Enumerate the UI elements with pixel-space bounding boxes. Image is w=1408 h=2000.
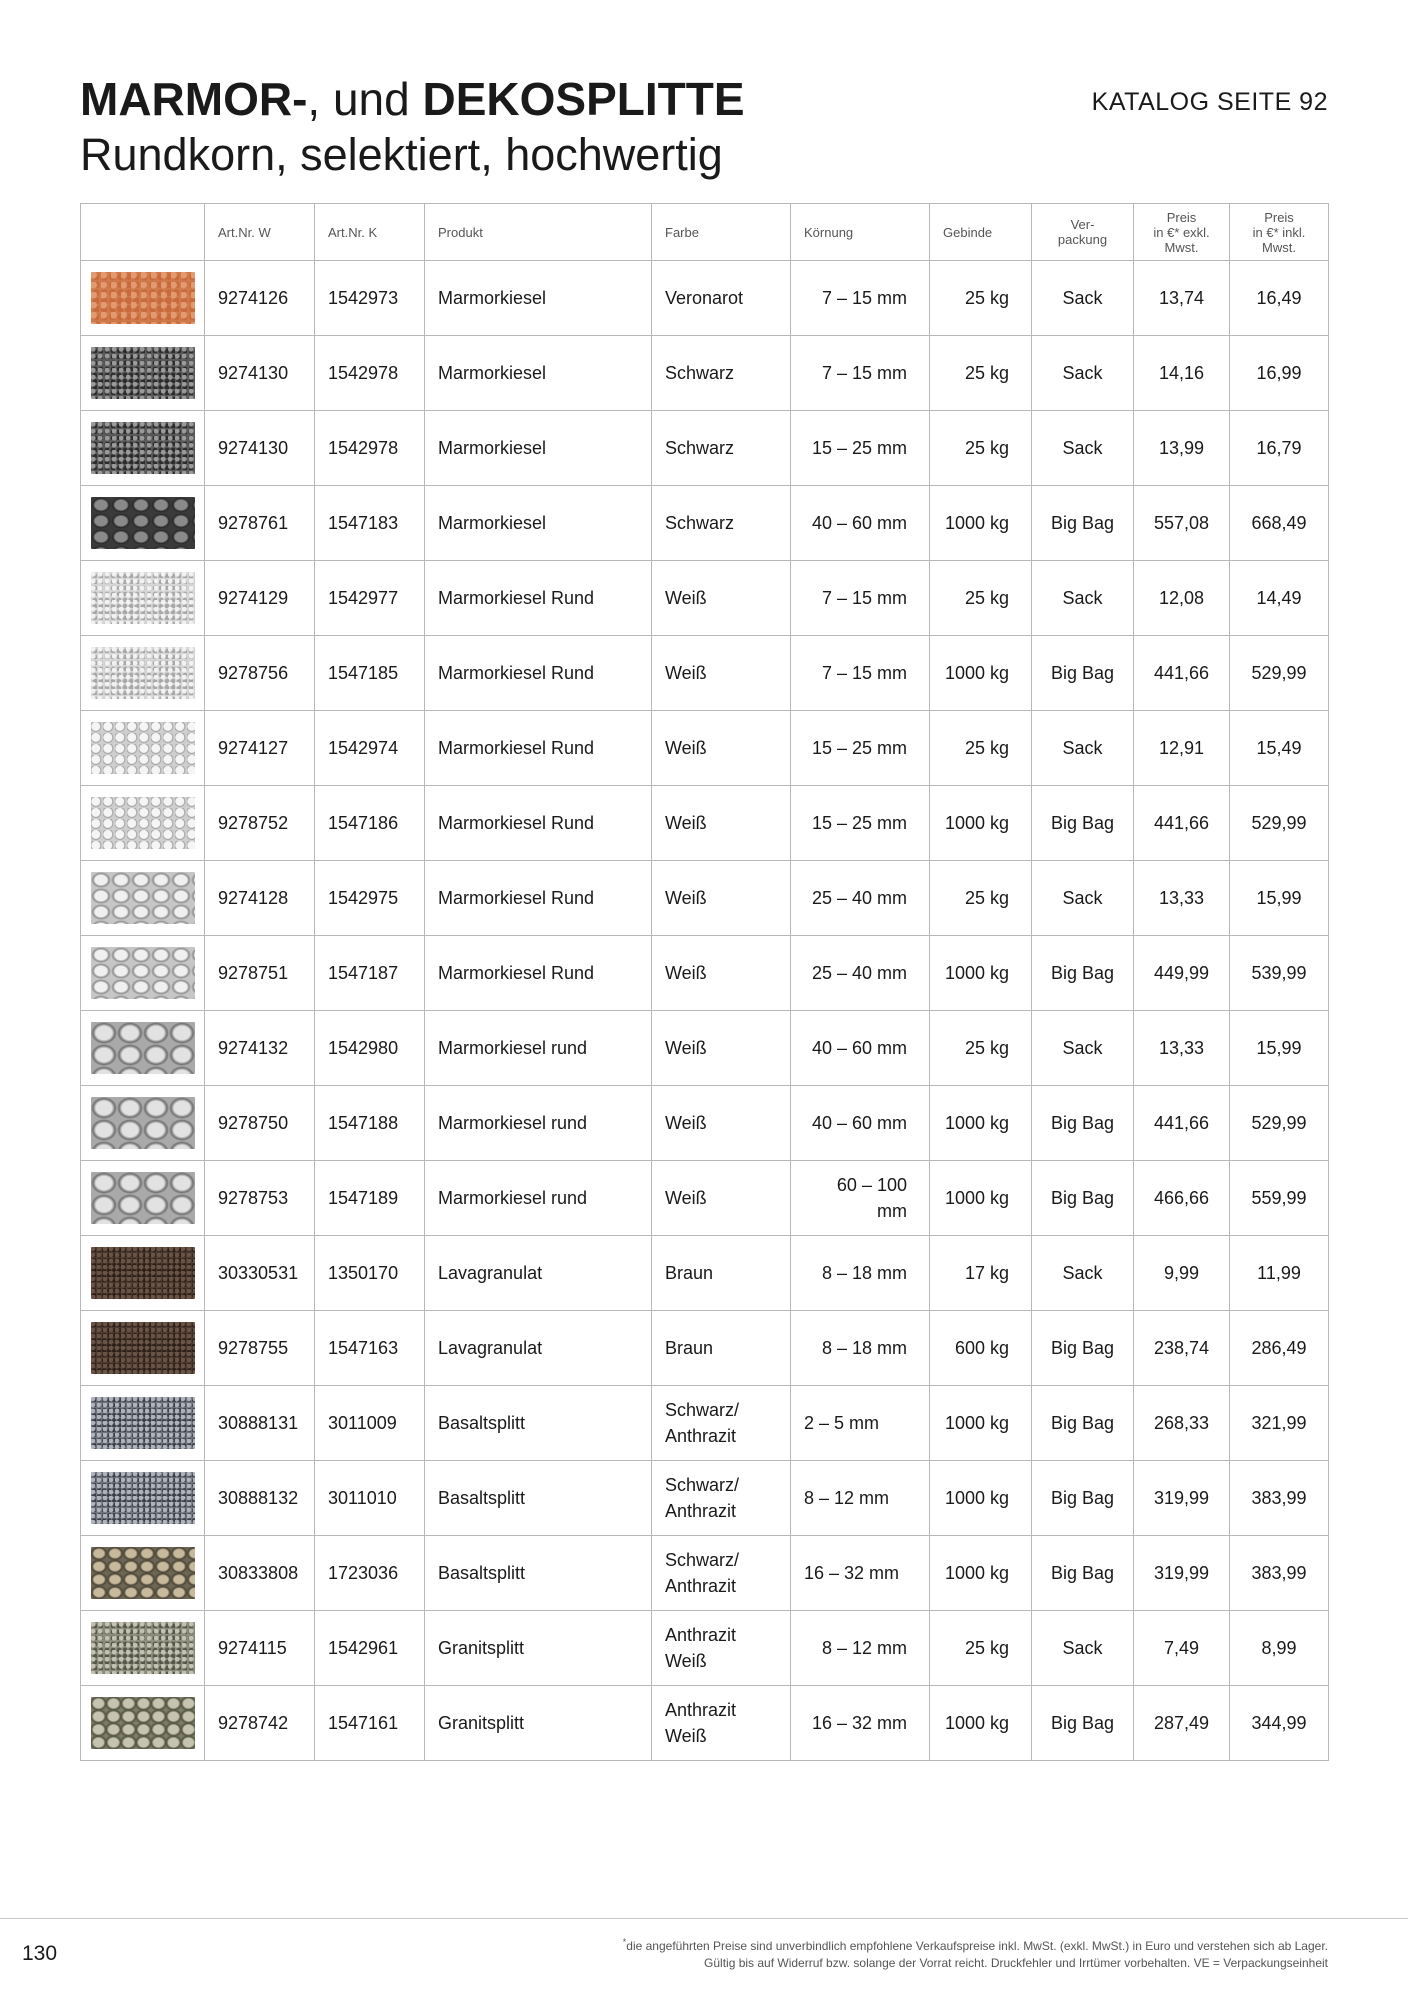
cell-art-w: 30330531 [205,1236,315,1311]
cell-preis-inkl: 321,99 [1230,1386,1329,1461]
cell-gebinde: 1000 kg [930,1536,1032,1611]
cell-art-w: 30888131 [205,1386,315,1461]
cell-preis-exkl: 9,99 [1134,1236,1230,1311]
cell-preis-inkl: 529,99 [1230,636,1329,711]
cell-art-w: 9274130 [205,411,315,486]
table-row [81,336,1329,411]
product-swatch-image [91,1547,195,1599]
col-header-farbe: Farbe [652,204,791,261]
cell-verpackung: Sack [1032,1011,1134,1086]
table-row [81,411,1329,486]
col-header-preis-inkl: Preis in €* inkl. Mwst. [1230,204,1329,261]
cell-art-k: 1547188 [315,1086,425,1161]
cell-gebinde: 1000 kg [930,1161,1032,1236]
product-image-cell [81,561,205,636]
cell-preis-inkl: 559,99 [1230,1161,1329,1236]
cell-preis-inkl: 11,99 [1230,1236,1329,1311]
page-title [80,72,745,126]
cell-verpackung: Sack [1032,336,1134,411]
cell-preis-inkl: 529,99 [1230,1086,1329,1161]
cell-preis-exkl: 449,99 [1134,936,1230,1011]
product-swatch-image [91,797,195,849]
cell-farbe: Weiß [652,636,791,711]
product-swatch-image [91,1472,195,1524]
cell-preis-exkl: 238,74 [1134,1311,1230,1386]
cell-art-k: 1723036 [315,1536,425,1611]
table-row [81,786,1329,861]
cell-gebinde: 1000 kg [930,786,1032,861]
cell-art-k: 3011009 [315,1386,425,1461]
cell-koernung: 8 – 18 mm [791,1311,930,1386]
cell-farbe: Weiß [652,936,791,1011]
cell-preis-exkl: 13,33 [1134,861,1230,936]
cell-verpackung: Big Bag [1032,1686,1134,1761]
table-row [81,1236,1329,1311]
cell-gebinde: 1000 kg [930,1086,1032,1161]
cell-art-k: 1542974 [315,711,425,786]
product-image-cell [81,1011,205,1086]
col-header-preis-exkl: Preis in €* exkl. Mwst. [1134,204,1230,261]
cell-koernung: 40 – 60 mm [791,1011,930,1086]
cell-preis-inkl: 383,99 [1230,1536,1329,1611]
cell-verpackung: Big Bag [1032,936,1134,1011]
cell-farbe: Schwarz [652,411,791,486]
price-footnote: *die angeführten Preise sind unverbindlich empfohlene Verkaufspreise inkl. MwSt. (exkl. MwSt.) in Euro und verstehen sich ab Lager. Gültig bis auf Widerruf bzw. solange der Vorrat reicht. Druckfehler und Irrtümer vorbehalten. VE = Verpackungseinheit [622,1937,1328,1970]
cell-art-k: 1547186 [315,786,425,861]
table-row [81,711,1329,786]
cell-farbe: Schwarz/ Anthrazit [652,1386,791,1461]
cell-preis-exkl: 319,99 [1134,1461,1230,1536]
cell-koernung: 40 – 60 mm [791,486,930,561]
cell-art-k: 1350170 [315,1236,425,1311]
table-row [81,561,1329,636]
cell-preis-exkl: 466,66 [1134,1161,1230,1236]
page-subtitle: Rundkorn, selektiert, hochwertig [80,129,723,180]
cell-gebinde: 25 kg [930,336,1032,411]
cell-preis-exkl: 14,16 [1134,336,1230,411]
col-header-art-w: Art.Nr. W [205,204,315,261]
cell-koernung: 15 – 25 mm [791,786,930,861]
cell-gebinde: 25 kg [930,1611,1032,1686]
cell-verpackung: Big Bag [1032,1086,1134,1161]
product-image-cell [81,1686,205,1761]
cell-preis-inkl: 286,49 [1230,1311,1329,1386]
product-image-cell [81,786,205,861]
cell-art-w: 30833808 [205,1536,315,1611]
cell-farbe: Braun [652,1311,791,1386]
cell-gebinde: 1000 kg [930,486,1032,561]
cell-farbe: Veronarot [652,261,791,336]
cell-gebinde: 25 kg [930,1011,1032,1086]
cell-art-w: 9274129 [205,561,315,636]
cell-preis-inkl: 539,99 [1230,936,1329,1011]
product-swatch-image [91,1397,195,1449]
cell-gebinde: 1000 kg [930,636,1032,711]
page-header [80,72,745,184]
cell-gebinde: 1000 kg [930,1686,1032,1761]
cell-verpackung: Sack [1032,411,1134,486]
product-swatch-image [91,947,195,999]
cell-art-k: 1547187 [315,936,425,1011]
table-row [81,1536,1329,1611]
cell-art-w: 9278750 [205,1086,315,1161]
cell-farbe: Weiß [652,786,791,861]
cell-produkt: Granitsplitt [425,1686,652,1761]
cell-preis-inkl: 15,99 [1230,1011,1329,1086]
cell-gebinde: 600 kg [930,1311,1032,1386]
cell-produkt: Basaltsplitt [425,1386,652,1461]
table-row [81,486,1329,561]
cell-art-w: 9278756 [205,636,315,711]
product-image-cell [81,1386,205,1461]
footer-divider [0,1918,1408,1919]
cell-verpackung: Big Bag [1032,1386,1134,1461]
catalog-page-reference: KATALOG SEITE 92 [1091,88,1328,116]
product-image-cell [81,1236,205,1311]
cell-art-w: 9278751 [205,936,315,1011]
cell-farbe: Weiß [652,861,791,936]
cell-farbe: Schwarz [652,336,791,411]
cell-farbe: Weiß [652,561,791,636]
col-header-verpackung: Ver- packung [1032,204,1134,261]
product-image-cell [81,1461,205,1536]
cell-art-w: 30888132 [205,1461,315,1536]
title-connector: , und [307,73,423,125]
table-row [81,1161,1329,1236]
cell-produkt: Lavagranulat [425,1311,652,1386]
cell-verpackung: Big Bag [1032,1536,1134,1611]
cell-koernung: 40 – 60 mm [791,1086,930,1161]
product-image-cell [81,336,205,411]
cell-art-w: 9274127 [205,711,315,786]
product-swatch-image [91,1697,195,1749]
product-swatch-image [91,1247,195,1299]
table-body [81,261,1329,1761]
cell-produkt: Granitsplitt [425,1611,652,1686]
cell-koernung: 8 – 18 mm [791,1236,930,1311]
cell-art-w: 9278761 [205,486,315,561]
cell-preis-inkl: 16,99 [1230,336,1329,411]
col-header-gebinde: Gebinde [930,204,1032,261]
cell-preis-inkl: 14,49 [1230,561,1329,636]
cell-produkt: Marmorkiesel rund [425,1011,652,1086]
cell-produkt: Marmorkiesel Rund [425,861,652,936]
cell-verpackung: Big Bag [1032,486,1134,561]
cell-koernung: 16 – 32 mm [791,1686,930,1761]
cell-farbe: Schwarz [652,486,791,561]
cell-farbe: Weiß [652,1161,791,1236]
cell-preis-inkl: 16,79 [1230,411,1329,486]
table-row [81,1386,1329,1461]
cell-art-k: 1547189 [315,1161,425,1236]
cell-preis-inkl: 529,99 [1230,786,1329,861]
cell-art-w: 9278752 [205,786,315,861]
cell-verpackung: Sack [1032,561,1134,636]
table-row [81,1686,1329,1761]
product-image-cell [81,1611,205,1686]
cell-art-w: 9274130 [205,336,315,411]
cell-gebinde: 25 kg [930,711,1032,786]
cell-koernung: 2 – 5 mm [791,1386,930,1461]
cell-art-k: 3011010 [315,1461,425,1536]
cell-preis-exkl: 13,74 [1134,261,1230,336]
product-table [80,203,1329,1761]
product-swatch-image [91,1172,195,1224]
table-header [81,204,1329,261]
product-swatch-image [91,1622,195,1674]
cell-farbe: Weiß [652,1086,791,1161]
cell-koernung: 7 – 15 mm [791,261,930,336]
cell-produkt: Marmorkiesel rund [425,1161,652,1236]
col-header-art-k: Art.Nr. K [315,204,425,261]
cell-preis-exkl: 268,33 [1134,1386,1230,1461]
cell-preis-inkl: 344,99 [1230,1686,1329,1761]
table-row [81,936,1329,1011]
cell-koernung: 25 – 40 mm [791,936,930,1011]
cell-produkt: Basaltsplitt [425,1461,652,1536]
cell-koernung: 25 – 40 mm [791,861,930,936]
cell-art-k: 1547185 [315,636,425,711]
cell-preis-inkl: 15,49 [1230,711,1329,786]
cell-produkt: Marmorkiesel [425,261,652,336]
cell-koernung: 15 – 25 mm [791,411,930,486]
cell-verpackung: Big Bag [1032,1311,1134,1386]
product-image-cell [81,861,205,936]
cell-verpackung: Sack [1032,861,1134,936]
cell-produkt: Marmorkiesel [425,411,652,486]
cell-produkt: Basaltsplitt [425,1536,652,1611]
cell-art-k: 1542978 [315,411,425,486]
cell-verpackung: Big Bag [1032,1161,1134,1236]
cell-koernung: 8 – 12 mm [791,1461,930,1536]
cell-produkt: Marmorkiesel Rund [425,786,652,861]
cell-preis-exkl: 13,33 [1134,1011,1230,1086]
cell-art-w: 9274128 [205,861,315,936]
product-image-cell [81,411,205,486]
cell-gebinde: 25 kg [930,411,1032,486]
cell-preis-inkl: 8,99 [1230,1611,1329,1686]
cell-art-w: 9274115 [205,1611,315,1686]
title-marmor: MARMOR- [80,73,308,125]
cell-preis-exkl: 441,66 [1134,786,1230,861]
cell-art-k: 1542975 [315,861,425,936]
cell-produkt: Lavagranulat [425,1236,652,1311]
cell-koernung: 15 – 25 mm [791,711,930,786]
cell-farbe: Schwarz/ Anthrazit [652,1536,791,1611]
cell-preis-exkl: 441,66 [1134,1086,1230,1161]
cell-art-k: 1542977 [315,561,425,636]
product-swatch-image [91,647,195,699]
cell-farbe: Weiß [652,1011,791,1086]
cell-produkt: Marmorkiesel Rund [425,636,652,711]
cell-verpackung: Sack [1032,1236,1134,1311]
cell-preis-inkl: 668,49 [1230,486,1329,561]
product-image-cell [81,261,205,336]
cell-koernung: 7 – 15 mm [791,561,930,636]
cell-preis-inkl: 16,49 [1230,261,1329,336]
cell-gebinde: 17 kg [930,1236,1032,1311]
product-image-cell [81,936,205,1011]
cell-preis-exkl: 7,49 [1134,1611,1230,1686]
cell-koernung: 60 – 100 mm [791,1161,930,1236]
product-swatch-image [91,722,195,774]
cell-preis-exkl: 12,91 [1134,711,1230,786]
cell-preis-exkl: 12,08 [1134,561,1230,636]
cell-preis-exkl: 287,49 [1134,1686,1230,1761]
cell-gebinde: 25 kg [930,861,1032,936]
table-row [81,1086,1329,1161]
cell-preis-exkl: 13,99 [1134,411,1230,486]
cell-preis-inkl: 383,99 [1230,1461,1329,1536]
cell-preis-inkl: 15,99 [1230,861,1329,936]
col-header-image [81,204,205,261]
product-swatch-image [91,572,195,624]
cell-art-k: 1547163 [315,1311,425,1386]
table-row [81,1011,1329,1086]
cell-produkt: Marmorkiesel [425,486,652,561]
col-header-produkt: Produkt [425,204,652,261]
cell-art-w: 9278755 [205,1311,315,1386]
table-row [81,1611,1329,1686]
cell-produkt: Marmorkiesel Rund [425,711,652,786]
cell-gebinde: 25 kg [930,261,1032,336]
cell-verpackung: Sack [1032,711,1134,786]
table-row [81,861,1329,936]
cell-koernung: 7 – 15 mm [791,636,930,711]
product-swatch-image [91,272,195,324]
cell-koernung: 7 – 15 mm [791,336,930,411]
table-row [81,261,1329,336]
cell-farbe: Schwarz/ Anthrazit [652,1461,791,1536]
cell-preis-exkl: 557,08 [1134,486,1230,561]
product-swatch-image [91,1022,195,1074]
cell-gebinde: 1000 kg [930,1386,1032,1461]
cell-farbe: Anthrazit Weiß [652,1686,791,1761]
cell-art-k: 1542961 [315,1611,425,1686]
product-swatch-image [91,347,195,399]
product-swatch-image [91,422,195,474]
title-dekosplitte: DEKOSPLITTE [422,73,745,125]
cell-verpackung: Sack [1032,261,1134,336]
cell-koernung: 16 – 32 mm [791,1536,930,1611]
cell-gebinde: 1000 kg [930,936,1032,1011]
cell-preis-exkl: 319,99 [1134,1536,1230,1611]
product-image-cell [81,636,205,711]
cell-art-w: 9274132 [205,1011,315,1086]
cell-verpackung: Sack [1032,1611,1134,1686]
product-swatch-image [91,872,195,924]
product-image-cell [81,711,205,786]
cell-koernung: 8 – 12 mm [791,1611,930,1686]
cell-verpackung: Big Bag [1032,786,1134,861]
cell-produkt: Marmorkiesel Rund [425,561,652,636]
product-image-cell [81,1536,205,1611]
cell-art-w: 9274126 [205,261,315,336]
cell-gebinde: 1000 kg [930,1461,1032,1536]
page-number: 130 [22,1942,58,1965]
cell-produkt: Marmorkiesel [425,336,652,411]
table-row [81,1461,1329,1536]
cell-produkt: Marmorkiesel rund [425,1086,652,1161]
product-image-cell [81,1311,205,1386]
cell-farbe: Anthrazit Weiß [652,1611,791,1686]
col-header-koernung: Körnung [791,204,930,261]
product-swatch-image [91,1097,195,1149]
table-row [81,636,1329,711]
cell-farbe: Weiß [652,711,791,786]
cell-farbe: Braun [652,1236,791,1311]
cell-art-k: 1542973 [315,261,425,336]
cell-art-k: 1547161 [315,1686,425,1761]
cell-verpackung: Big Bag [1032,636,1134,711]
cell-art-k: 1542980 [315,1011,425,1086]
cell-art-k: 1547183 [315,486,425,561]
product-swatch-image [91,1322,195,1374]
table-row [81,1311,1329,1386]
cell-art-w: 9278753 [205,1161,315,1236]
cell-verpackung: Big Bag [1032,1461,1134,1536]
product-swatch-image [91,497,195,549]
cell-produkt: Marmorkiesel Rund [425,936,652,1011]
cell-art-w: 9278742 [205,1686,315,1761]
product-image-cell [81,1161,205,1236]
cell-art-k: 1542978 [315,336,425,411]
product-image-cell [81,486,205,561]
product-image-cell [81,1086,205,1161]
cell-gebinde: 25 kg [930,561,1032,636]
cell-preis-exkl: 441,66 [1134,636,1230,711]
